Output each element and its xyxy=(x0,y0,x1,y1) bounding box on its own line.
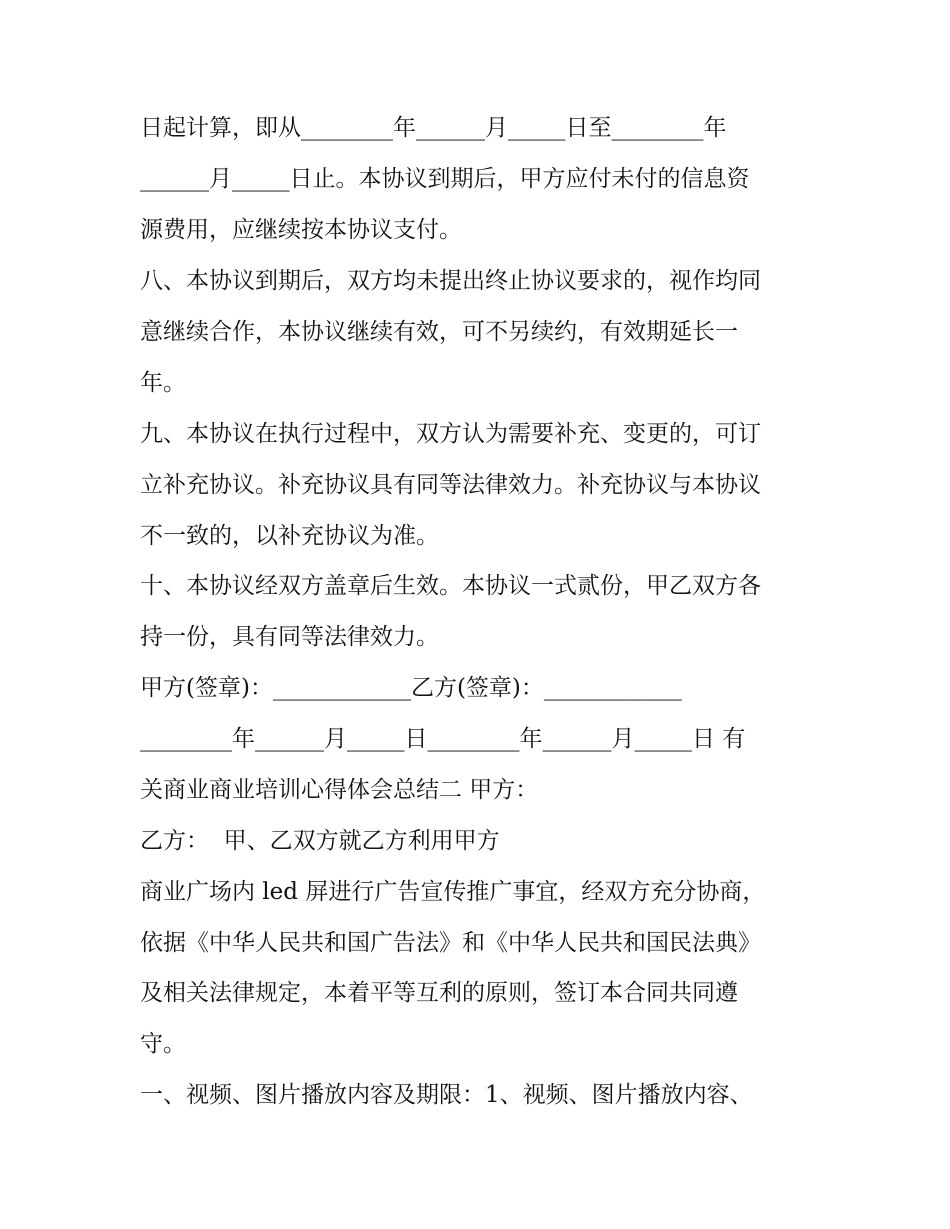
date-line: ________年______月_____日________年______月_____日 有 xyxy=(140,726,746,752)
text-line: 乙方： 甲、乙双方就乙方利用甲方 xyxy=(140,828,500,854)
text-line: ______月_____日止。本协议到期后，甲方应付未付的信息资 xyxy=(140,166,750,192)
text-line: 持一份，具有同等法律效力。 xyxy=(140,624,439,650)
text-line: 关商业商业培训心得体会总结二 甲方： xyxy=(140,777,539,803)
text-line: 及相关法律规定，本着平等互利的原则，签订本合同共同遵 xyxy=(140,980,738,1006)
text-line: 商业广场内 led 屏进行广告宣传推广事宜，经双方充分协商， xyxy=(140,879,766,905)
text-line: 年。 xyxy=(140,370,186,396)
text-line: 日起计算，即从________年______月_____日至________年 xyxy=(140,115,727,141)
text-line: 源费用，应继续按本协议支付。 xyxy=(140,217,462,243)
text-line: 八、本协议到期后，双方均未提出终止协议要求的，视作均同 xyxy=(140,268,761,294)
text-line: 不一致的，以补充协议为准。 xyxy=(140,523,439,549)
text-line: 十、本协议经双方盖章后生效。本协议一式贰份，甲乙双方各 xyxy=(140,573,761,599)
text-line: 立补充协议。补充协议具有同等法律效力。补充协议与本协议 xyxy=(140,472,761,498)
text-line: 一、视频、图片播放内容及期限：1、视频、图片播放内容、 xyxy=(140,1082,753,1108)
text-line: 意继续合作，本协议继续有效，可不另续约，有效期延长一 xyxy=(140,319,738,345)
text-line: 九、本协议在执行过程中，双方认为需要补充、变更的，可订 xyxy=(140,421,761,447)
text-line: 守。 xyxy=(140,1031,186,1057)
signature-line: 甲方(签章)：____________乙方(签章)：____________ xyxy=(140,675,682,701)
text-line: 依据《中华人民共和国广告法》和《中华人民共和国民法典》 xyxy=(140,930,761,956)
